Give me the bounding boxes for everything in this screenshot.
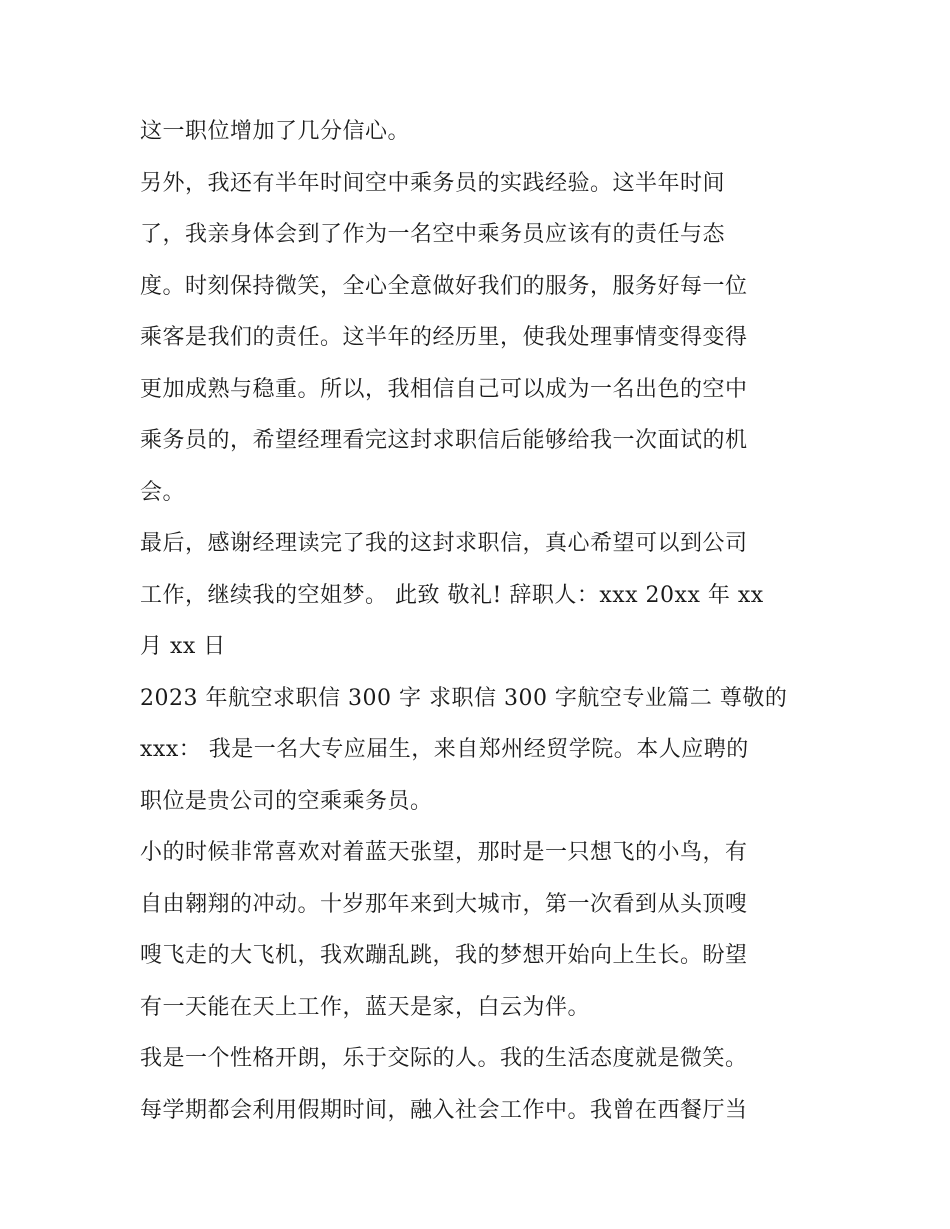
- text-line: 乘客是我们的责任。这半年的经历里，使我处理事情变得变得: [140, 325, 748, 350]
- text-line: xxx： 我是一名大专应届生，来自郑州经贸学院。本人应聘的: [140, 737, 749, 762]
- text-line: 更加成熟与稳重。所以，我相信自己可以成为一名出色的空中: [140, 376, 748, 402]
- text-line: 月 xx 日: [140, 634, 226, 659]
- text-line: 会。: [140, 479, 186, 505]
- text-line: 乘务员的，希望经理看完这封求职信后能够给我一次面试的机: [140, 428, 748, 453]
- document-body: [140, 106, 812, 1136]
- text-line: 自由翱翔的冲动。十岁那年来到大城市，第一次看到从头顶嗖: [140, 891, 748, 917]
- text-line: 了，我亲身体会到了作为一名空中乘务员应该有的责任与态: [140, 222, 726, 247]
- text-line: 这一职位增加了几分信心。: [140, 119, 411, 144]
- text-line: 最后，感谢经理读完了我的这封求职信，真心希望可以到公司: [140, 531, 748, 556]
- text-line: 职位是贵公司的空乘乘务员。: [140, 788, 433, 814]
- text-line: 工作，继续我的空姐梦。 此致 敬礼! 辞职人：xxx 20xx 年 xx: [140, 582, 764, 608]
- text-line: 有一天能在天上工作，蓝天是家，白云为伴。: [140, 994, 591, 1020]
- text-line: 嗖飞走的大飞机，我欢蹦乱跳，我的梦想开始向上生长。盼望: [140, 943, 748, 968]
- text-line: 2023 年航空求职信 300 字 求职信 300 字航空专业篇二 尊敬的: [140, 685, 788, 711]
- text-line: 我是一个性格开朗，乐于交际的人。我的生活态度就是微笑。: [140, 1046, 748, 1071]
- text-line: 另外，我还有半年时间空中乘务员的实践经验。这半年时间: [140, 170, 726, 196]
- text-line: 每学期都会利用假期时间，融入社会工作中。我曾在西餐厅当: [140, 1097, 748, 1123]
- text-line: 小的时候非常喜欢对着蓝天张望，那时是一只想飞的小鸟，有: [140, 840, 748, 865]
- text-line: 度。时刻保持微笑，全心全意做好我们的服务，服务好每一位: [140, 273, 748, 299]
